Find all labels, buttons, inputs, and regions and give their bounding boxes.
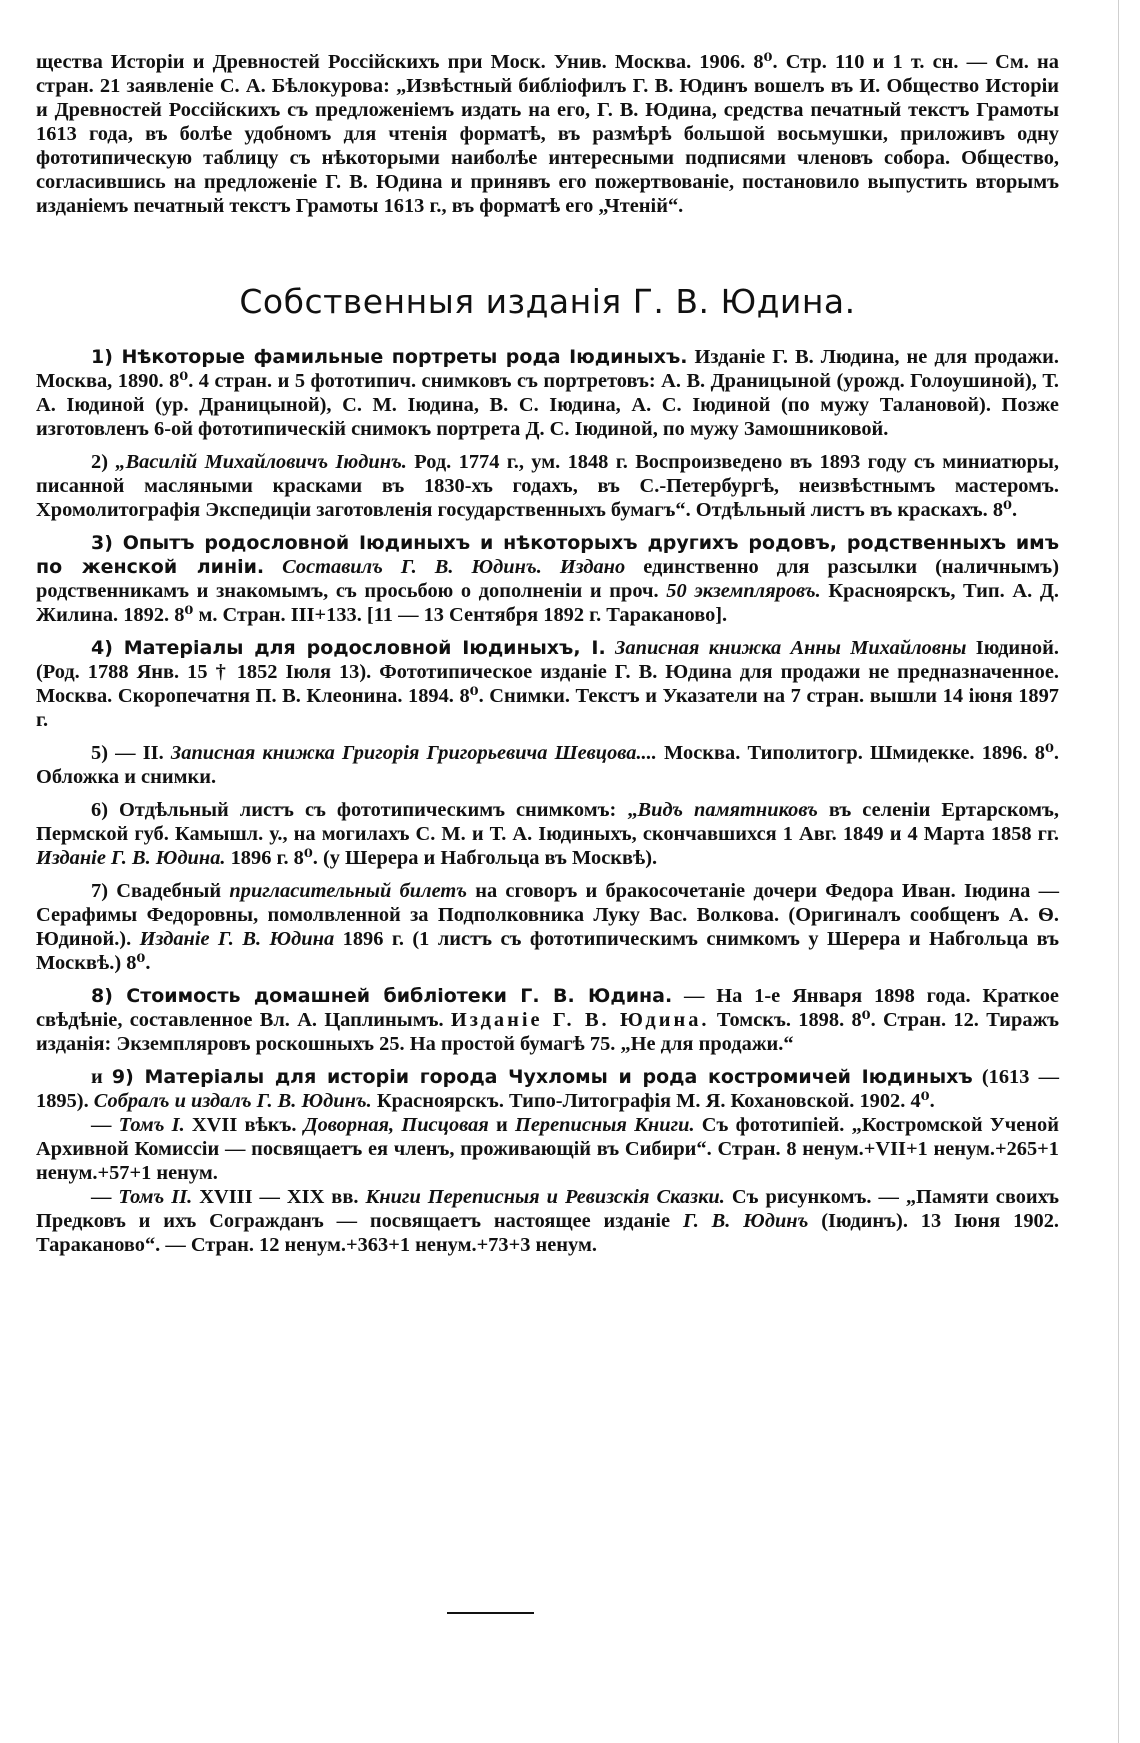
entry-4-heading: 4) Матерiалы для родословной Iюдиныхъ, I. <box>91 637 606 659</box>
intro-paragraph: щества Исторiи и Древностей Россiйскихъ при Моск. Унив. Москва. 1906. 8⁰. Стр. 110 и 1 т. сн. — См. на стран. 21 заявленiе С. А. Бѣлокурова: „Извѣстный библiофилъ Г. В. Юдинъ вошелъ въ И. Общество Исторiи и Древностей Россiйскихъ съ предложенiемъ издать на его, Г. В. Юдина, средства печатный текстъ Грамоты 1613 года, въ болѣе удобномъ для чтенiя форматѣ, въ размѣрѣ большой восьмушки, приложивъ одну фототипическую таблицу съ нѣкоторыми наиболѣе интересными подписями членовъ собора. Общество, согласившись на предложенiе Г. В. Юдина и принявъ его пожертвованiе, постановило выпустить вторымъ изданiемъ печатный текстъ Грамоты 1613 г., въ форматѣ его „Чтенiй“. <box>36 51 1059 217</box>
entry-2 <box>36 450 1059 522</box>
entry-2-body: Род. 1774 г., ум. 1848 г. Воспроизведено въ 1893 году съ миниатюры, писанной масляными красками въ 1830-хъ годахъ, въ С.-Петербургѣ, неизвѣстнымъ мастеромъ. Хромолитографiя Экспедицiи заготовленiя государственныхъ бумагъ“. Отдѣльный листъ въ краскахъ. 8⁰. <box>36 451 1059 521</box>
volume-2-italic-1: Книги Переписныя и Ревизскiя Сказки. <box>365 1186 725 1208</box>
entry-8-heading: 8) Стоимость домашней библiотеки Г. В. Юдина. <box>91 985 673 1007</box>
entry-5-italic: Записная книжка Григорiя Григорьевича Шевцова.... <box>163 742 657 764</box>
entry-1-heading: 1) Нѣкоторые фамильные портреты рода Iюдиныхъ. <box>91 346 688 368</box>
entry-5-body: Москва. Типолитогр. Шмидекке. 1896. 8⁰. Обложка и снимки. <box>36 742 1059 788</box>
volume-1-text-3: Съ фототипiей. „Костромской Ученой Архивной Комиссiи — посвящаетъ ея членъ, проживающiй въ Сибири“. Стран. 8 ненум.+VII+1 ненум.+265+1 ненум.+57+1 ненум. <box>36 1114 1059 1184</box>
entry-6 <box>36 798 1059 870</box>
entry-1-body: Изданiе Г. В. Людина, не для продажи. Москва, 1890. 8⁰. 4 стран. и 5 фототипич. снимковъ съ портретовъ: А. В. Драницыной (урожд. Голоушиной), Т. А. Iюдиной (ур. Драницыной), С. М. Iюдина, В. С. Iюдина, А. С. Iюдиной (по мужу Талановой). Позже изготовленъ 6-ой фототипическiй снимокъ портрета Д. С. Iюдиной, по мужу Замошниковой. <box>36 346 1059 440</box>
entry-6-text-2: въ селенiи Ертарскомъ, Пермской губ. Камышл. у., на могилахъ С. М. и Т. А. Iюдиныхъ, скончавшихся 1 Авг. 1849 и 4 Марта 1858 гг. <box>36 799 1060 845</box>
section-title: Собственныя изданiя Г. В. Юдина. <box>239 282 856 321</box>
entry-3 <box>36 531 1059 627</box>
volume-1-italic-1: Доворная, Писцовая <box>303 1114 489 1136</box>
entry-4-body: Iюдиной. (Род. 1788 Янв. 15 † 1852 Iюля 13). Фототипическое изданiе Г. В. Юдина для продажи не предназначенное. Москва. Скоропечатня П. В. Клеонина. 1894. 8⁰. Снимки. Текстъ и Указатели на 7 стран. вышли 14 iюня 1897 г. <box>36 637 1059 731</box>
closing-rule <box>447 1612 534 1614</box>
volume-1-italic-2: Переписныя Книги. <box>515 1114 695 1136</box>
entry-7 <box>36 879 1059 975</box>
entry-8-spaced: Изданiе Г. В. Юдина. <box>450 1009 710 1031</box>
entry-5 <box>36 741 1059 789</box>
volume-1-text-1: XVII вѣкъ. <box>184 1114 304 1136</box>
entry-3-text-1 <box>264 556 282 578</box>
entry-9-text-1: (1613 — 1895). <box>36 1066 1059 1112</box>
entry-6-text-3: 1896 г. 8⁰. (у Шерера и Набгольца въ Москвѣ). <box>225 847 658 869</box>
entry-3-italic-2: 50 экземпляровъ. <box>666 580 821 602</box>
entry-7-italic-1: пригласительный билетъ <box>229 880 467 902</box>
entry-5-number: 5) — II. <box>91 742 164 764</box>
volume-1-label: Томъ I. <box>118 1114 185 1136</box>
volume-1 <box>36 1113 1059 1185</box>
document-page <box>36 50 1059 1257</box>
entry-3-heading: 3) Опытъ родословной Iюдиныхъ и нѣкоторыхъ другихъ родовъ, родственныхъ имъ по женской линiи. <box>36 532 1059 578</box>
volume-1-dash: — <box>91 1114 119 1136</box>
entry-7-text-1: 7) Свадебный <box>91 880 230 902</box>
entry-3-text-2: единственно для разсылки (наличнымъ) родственникамъ и знакомымъ, съ просьбою о дополненiи и проч. <box>36 556 1059 602</box>
entry-2-heading: „Василiй Михайловичъ Iюдинъ. <box>115 451 407 473</box>
entry-9-text-2: Красноярскъ. Типо-Литографiя М. Я. Кохановской. 1902. 4⁰. <box>371 1090 935 1112</box>
volume-2-text-1: XVIII — XIX вв. <box>192 1186 366 1208</box>
entry-6-text-1: 6) Отдѣльный листъ съ фототипическимъ снимкомъ: „ <box>91 799 638 821</box>
entry-7-text-3: 1896 г. (1 листъ съ фототипическимъ снимкомъ у Шерера и Набгольца въ Москвѣ.) 8⁰. <box>36 928 1059 974</box>
entry-3-text-3: Красноярскъ, Тип. А. Д. Жилина. 1892. 8⁰ м. Стран. III+133. [11 — 13 Сентября 1892 г. Тараканово]. <box>36 580 1059 626</box>
entry-6-italic-1: Видъ памятниковъ <box>637 799 818 821</box>
entry-7-italic-2: Изданiе Г. В. Юдина <box>139 928 335 950</box>
entry-3-italic-1: Составилъ Г. В. Юдинъ. Издано <box>282 556 626 578</box>
volume-2-label: Томъ II. <box>118 1186 193 1208</box>
entry-4-italic: Записная книжка Анны Михайловны <box>605 637 967 659</box>
page-edge-line <box>1118 0 1119 1743</box>
entry-9-heading: 9) Матерiалы для исторiи города Чухломы и рода костромичей Iюдиныхъ <box>111 1066 973 1088</box>
entry-7-text-2: на сговоръ и бракосочетанiе дочери Федора Иван. Iюдина — Серафимы Федоровны, помолвленной за Подполковника Луку Вас. Волкова. (Оригиналъ сообщенъ А. Ѳ. Юдиной.). <box>36 880 1060 950</box>
volume-2-text-3: (Iюдинъ). 13 Iюня 1902. Тараканово“. — Стран. 12 ненум.+363+1 ненум.+73+3 ненум. <box>36 1210 1059 1256</box>
volume-2 <box>36 1185 1059 1257</box>
entry-1 <box>36 345 1059 441</box>
entry-2-number: 2) <box>91 451 116 473</box>
volume-2-italic-2: Г. В. Юдинъ <box>682 1210 809 1232</box>
entry-8 <box>36 984 1059 1056</box>
entry-6-italic-2: Изданiе Г. В. Юдина. <box>36 847 226 869</box>
entry-9 <box>36 1065 1059 1113</box>
entry-9-prefix: и <box>91 1066 112 1088</box>
entry-9-italic: Собралъ и издалъ Г. В. Юдинъ. <box>93 1090 372 1112</box>
volume-2-text-2: Съ рисункомъ. — „Памяти своихъ Предковъ и ихъ Согражданъ — посвящаетъ настоящее изданiе <box>36 1186 1059 1232</box>
volume-2-dash: — <box>91 1186 119 1208</box>
entry-4 <box>36 636 1059 732</box>
entry-8-text-1: — На 1-е Января 1898 года. Краткое свѣдѣнiе, составленное Вл. А. Цаплинымъ. <box>36 985 1059 1031</box>
volume-1-text-2: и <box>488 1114 516 1136</box>
entry-8-text-2: Томскъ. 1898. 8⁰. Стран. 12. Тиражъ изданiя: Экземпляровъ роскошныхъ 25. На простой бумагѣ 75. „Не для продажи.“ <box>36 1009 1059 1055</box>
